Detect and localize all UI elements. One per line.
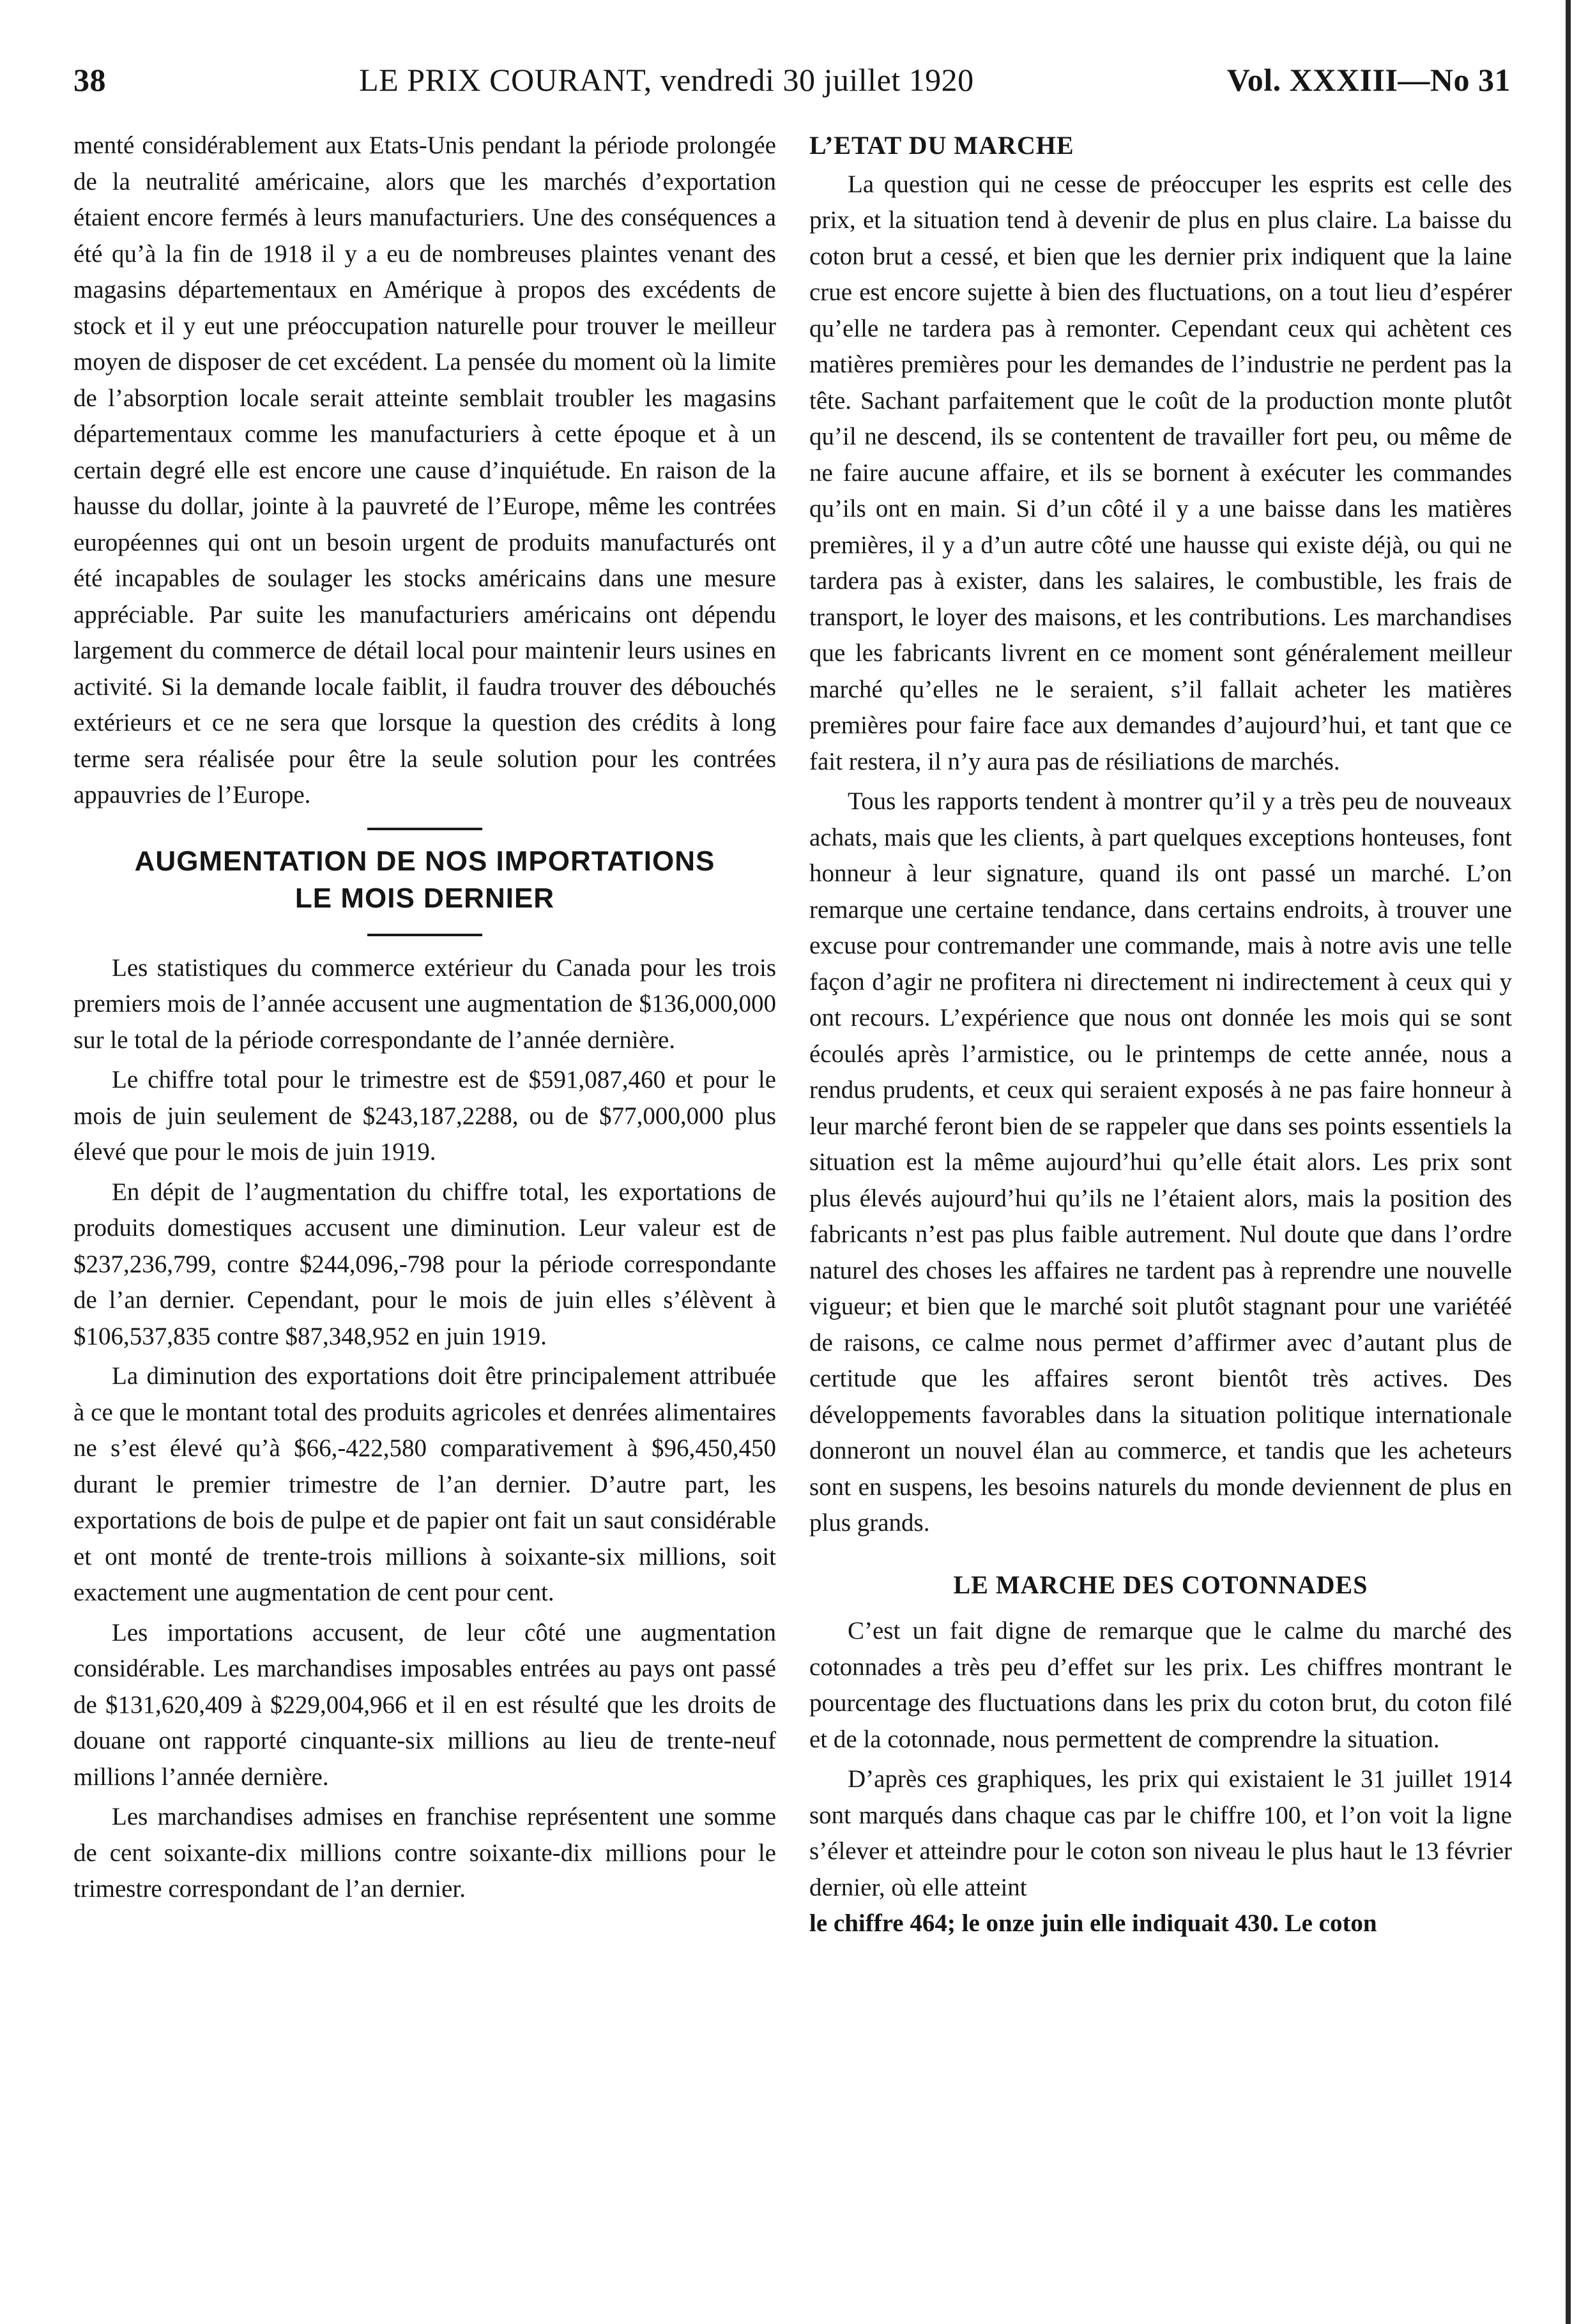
article-paragraph: Tous les rapports tendent à montrer qu’il y a très peu de nouveaux achats, mais que les clients, à part quelques exceptions honteuses, font honneur à leur signature, quand ils ont passé un marché. L’on remarque une certaine tendance, dans certains endroits, à trouver une excuse pour contremander une commande, mais à notre avis une telle façon d’agir ne profitera ni directement ni indirectement à ceux qui y ont recours. L’expérience que nous ont donnée les mois qui se sont écoulés après l’armistice, ou le printemps de cette année, nous a rendus prudents, et ceux qui seraient exposés à ne pas faire honneur à leur marché feront bien de se rappeler que dans ses points essentiels la situation est la même aujourd’hui qu’elle était alors. Les prix sont plus élevés aujourd’hui qu’ils ne l’étaient alors, mais la position des fabricants n’est pas plus faible autrement. Nul doute que dans l’ordre naturel des choses les affaires ne tardent pas à reprendre une nouvelle vigueur; et bien que le marché soit plutôt stagnant pour une variétéé de raisons, ce calme nous permet d’affirmer avec d’autant plus de certitude que les affaires seront bientôt très actives. Des développements favorables dans la situation politique internationale donneront un nouvel élan au commerce, et tandis que les acheteurs sont en suspens, les besoins naturels du monde deviennent de plus en plus grands. [809,787,1512,1537]
article-paragraph: La diminution des exportations doit être principalement attribuée à ce que le montant total des produits agricoles et denrées alimentaires ne s’est élevé qu’à $66,-422,580 comparativement à $96,450,450 durant le premier trimestre de l’an dernier. D’autre part, les exportations de bois de pulpe et de papier ont fait un saut considérable et ont monté de trente-trois millions à soixante-six millions, soit exactement une augmentation de cent pour cent. [73,1362,776,1606]
article-heading [73,843,776,917]
article-paragraph: Les importations accusent, de leur côté une augmentation considérable. Les marchandises imposables entrées au pays ont passé de $131,620,409 à $229,004,966 et il en est résulté que les droits de douane ont rapporté cinquante-six millions au lieu de trente-neuf millions l’année dernière. [73,1618,776,1791]
heading-underline [367,934,482,936]
article-paragraph: C’est un fait digne de remarque que le calme du marché des cotonnades a très peu d’effet sur les prix. Les chiffres montrant le pourcentage des fluctuations dans les prix du coton brut, du coton filé et de la cotonnade, nous permettent de comprendre la situation. [809,1617,1512,1753]
right-column [809,128,1512,1942]
section-divider [367,828,482,830]
article-paragraph: En dépit de l’augmentation du chiffre total, les exportations de produits domestiques accusent une diminution. Leur valeur est de $237,236,799, contre $244,096,-798 pour la période correspondante de l’an dernier. Cependant, pour le mois de juin elles s’élèvent à $106,537,835 contre $87,348,952 en juin 1919. [73,1178,776,1350]
page-number: 38 [73,62,106,98]
section-heading-cotton-market: LE MARCHE DES COTONNADES [953,1570,1368,1599]
publication-title: LE PRIX COURANT, vendredi 30 juillet 1920 [359,62,974,98]
article-paragraph: Le chiffre total pour le trimestre est de $591,087,460 et pour le mois de juin seulement de $243,187,2288, ou de $77,000,000 plus élevé que pour le mois de juin 1919. [73,1066,776,1166]
article-closing-line: le chiffre 464; le onze juin elle indiquait 430. Le coton [809,1910,1377,1937]
page-edge-border [1566,0,1571,2324]
article-heading-line-2: LE MOIS DERNIER [294,882,555,914]
volume-number: Vol. XXXIII—No 31 [1226,62,1511,98]
article-paragraph: D’après ces graphiques, les prix qui existaient le 31 juillet 1914 sont marqués dans chaque cas par le chiffre 100, et l’on voit la ligne s’élever et atteindre pour le coton son niveau le plus haut le 13 février dernier, où elle atteint [809,1765,1512,1901]
article-paragraph: La question qui ne cesse de préoccuper les esprits est celle des prix, et la situation tend à devenir de plus en plus claire. La baisse du coton brut a cessé, et bien que les dernier prix indiquent que la laine crue est encore sujette à bien des fluctuations, on a tout lieu d’espérer qu’elle ne tardera pas à remonter. Cependant ceux qui achètent ces matières premières pour les demandes de l’industrie ne perdent pas la tête. Sachant parfaitement que le coût de la production monte plutôt qu’il ne descend, ils se contentent de travailler fort peu, ou même de ne faire aucune affaire, et ils se bornent à exécuter les commandes qu’ils ont en main. Si d’un côté il y a une baisse dans les matières premières, il y a d’un autre côté une hausse qui existe déjà, ou qui ne tardera pas à exister, dans les salaires, le combustible, les frais de transport, le loyer des maisons, et les contributions. Les marchandises que les fabricants livrent en ce moment sont généralement meilleur marché qu’elles ne le seraient, s’il fallait acheter les matières premières pour faire face aux demandes d’aujourd’hui, et tant que ce fait restera, il n’y aura pas de résiliations de marchés. [809,170,1512,775]
continued-paragraph: menté considérablement aux Etats-Unis pendant la période prolongée de la neutralité américaine, alors que les marchés d’exportation étaient encore fermés à leurs manufacturiers. Une des conséquences a été qu’à la fin de 1918 il y a eu de nombreuses plaintes venant des magasins départementaux en Amérique à propos des excédents de stock et il y eut une préoccupation naturelle pour trouver le meilleur moyen de disposer de cet excédent. La pensée du moment où la limite de l’absorption locale serait atteinte semblait troubler les magasins départementaux comme les manufacturiers à cette époque et à un certain degré elle est encore une cause d’inquiétude. En raison de la hausse du dollar, jointe à la pauvreté de l’Europe, même les contrées européennes qui ont un besoin urgent de produits manufacturés ont été incapables de soulager les stocks américains dans une mesure appréciable. Par suite les manufacturiers américains ont dépendu largement du commerce de détail local pour maintenir leurs usines en activité. Si la demande locale faiblit, il faudra trouver des débouchés extérieurs et ce ne sera que lorsque la question des crédits à long terme sera réalisée pour être la seule solution pour les contrées appauvries de l’Europe. [73,132,776,809]
article-heading-line-1: AUGMENTATION DE NOS IMPORTATIONS [134,845,715,877]
section-heading-market-state: L’ETAT DU MARCHE [809,131,1074,160]
left-column [73,128,776,1908]
article-paragraph: Les statistiques du commerce extérieur du Canada pour les trois premiers mois de l’année accusent une augmentation de $136,000,000 sur le total de la période correspondante de l’année dernière. [73,953,776,1054]
article-paragraph: Les marchandises admises en franchise représentent une somme de cent soixante-dix millions contre soixante-dix millions pour le trimestre correspondant de l’an dernier. [73,1803,776,1902]
running-header [73,61,1511,106]
